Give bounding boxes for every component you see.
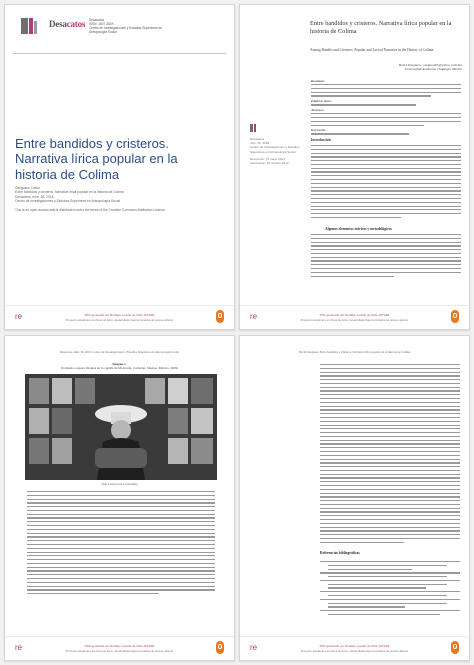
running-head: David Oseguera, Entre bandidos y cristeros. Narrativa lírica popular en la historia de Colima — [298, 350, 411, 354]
page-footer: re PDF generado por Redalyc a partir de XML-JATS4R Proyecto académico sin fines de lucro, desarrollado bajo la iniciativa de acceso abierto — [240, 305, 469, 329]
article-references-page — [239, 335, 470, 661]
open-access-icon — [216, 310, 224, 323]
side-note: Desacatos núm. 56, 2018 Centro de Investigaciones y Estudios Superiores en Antropología Social Recepción: 07 mayo 2014 Aprobación: 24 octubre 2014 — [250, 137, 300, 165]
abstract-block: Resumen: Palabras clave: Abstract: Keywords: — [311, 79, 461, 137]
svg-text:re: re — [250, 312, 258, 321]
svg-text:re: re — [15, 643, 23, 652]
journal-info: Desacatos ISSN: 1607-050X Centro de Investigaciones y Estudios Superiores en Antropología Social — [89, 18, 163, 34]
image-caption: Imagen 1. Un músico espera clientes en la capilla de Malverde, Culiacán, Sinaloa, México, 2009. — [60, 362, 179, 371]
references-list — [320, 561, 460, 618]
photo-musician-chapel — [25, 374, 217, 480]
article-image-page — [4, 335, 235, 661]
header-rule — [13, 53, 226, 54]
open-access-icon — [451, 310, 459, 323]
section-heading-theory: Algunos elementos teóricos y metodológicos — [325, 227, 392, 231]
author-block: David Oseguera / oseguera05@yahoo.com.mx Universidad Autónoma Chapingo, México — [398, 63, 462, 72]
article-title: Entre bandidos y cristeros. Narrativa lírica popular en la historia de Colima — [310, 20, 452, 35]
desacatos-small-logo-icon — [250, 123, 278, 133]
open-access-icon — [451, 641, 459, 654]
intro-text — [311, 145, 461, 221]
brand-name: Desacatos — [49, 19, 86, 29]
desacatos-logo-icon — [17, 15, 49, 37]
article-meta: Oseguera, David Entre bandidos y cristeros. Narrativa lírica popular en la historia de Colima Desacatos, núm. 56, 2018 Centro de Investigaciones y Estudios Superiores en Antropología Social This is an open-access article distributed under the terms of the Creative Commons Attribution License. — [15, 186, 166, 212]
svg-text:re: re — [250, 643, 258, 652]
body-text — [320, 364, 460, 546]
references-heading: Referencias bibliográficas — [320, 551, 360, 555]
article-subtitle: Among Bandits and Cristeros. Popular and Lyrical Narrative in the History of Colima — [310, 48, 434, 52]
page-footer: re PDF generado por Redalyc a partir de XML-JATS4R Proyecto académico sin fines de lucro, desarrollado bajo la iniciativa de acceso abierto — [5, 305, 234, 329]
article-title: Entre bandidos y cristeros. Narrativa lírica popular en la historia de Colima — [15, 136, 178, 182]
page-footer: re PDF generado por Redalyc a partir de XML-JATS4R Proyecto académico sin fines de lucro, desarrollado bajo la iniciativa de acceso abierto — [5, 636, 234, 660]
body-text — [27, 491, 215, 597]
cover-page — [4, 4, 235, 330]
open-access-icon — [216, 641, 224, 654]
page-footer: re PDF generado por Redalyc a partir de XML-JATS4R Proyecto académico sin fines de lucro, desarrollado bajo la iniciativa de acceso abierto — [240, 636, 469, 660]
svg-text:re: re — [15, 312, 23, 321]
running-head: Desacatos, núm. 56, 2018, Centro de Investigaciones y Estudios Superiores en Antropología Social — [60, 350, 179, 354]
section-heading-intro: Introducción — [311, 138, 331, 142]
article-first-page — [239, 4, 470, 330]
photo-credit: Juan Carlos Cruz Covarrubias — [101, 482, 138, 486]
theory-text — [311, 234, 461, 279]
